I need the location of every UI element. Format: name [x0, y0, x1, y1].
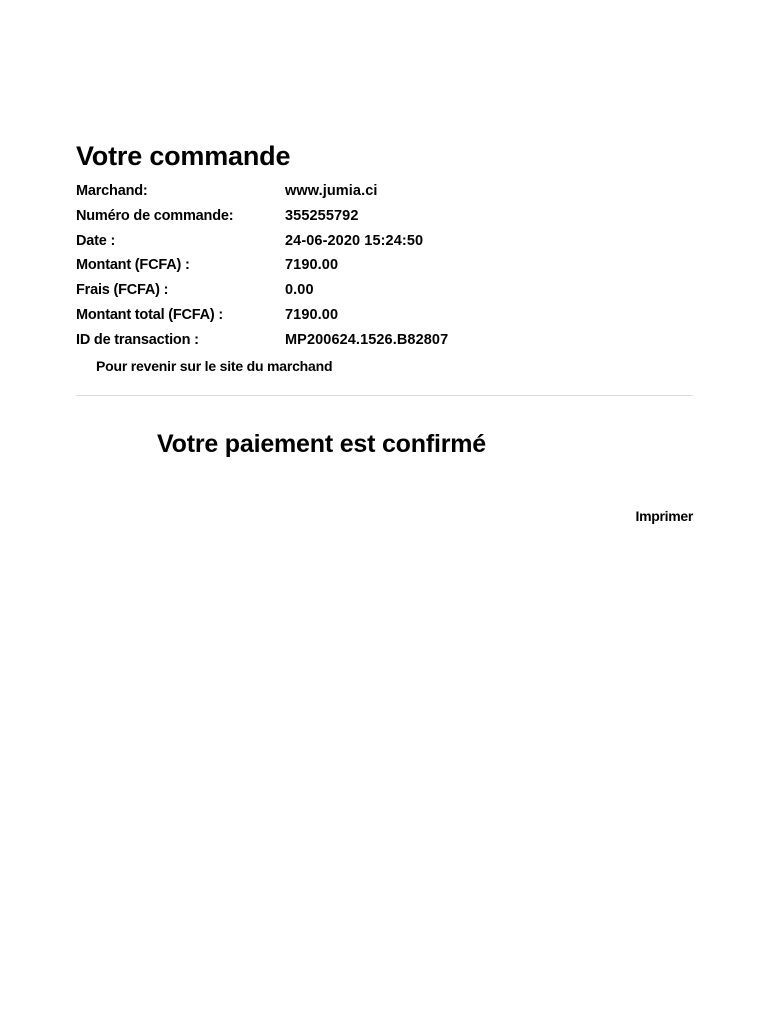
- payment-confirmed-title: Votre paiement est confirmé: [157, 430, 486, 458]
- print-button[interactable]: Imprimer: [635, 508, 693, 524]
- merchant-label: Marchand:: [76, 183, 148, 199]
- fees-value: 0.00: [285, 282, 314, 299]
- merchant-value: www.jumia.ci: [285, 183, 378, 199]
- detail-row-merchant: [76, 181, 696, 206]
- section-divider: [76, 395, 693, 396]
- detail-row-order-number: [76, 206, 696, 231]
- amount-label: Montant (FCFA) :: [76, 257, 190, 274]
- date-label: Date :: [76, 232, 116, 249]
- detail-row-amount: [76, 255, 696, 280]
- order-title: Votre commande: [76, 141, 291, 171]
- amount-value: 7190.00: [285, 257, 339, 274]
- date-value: 24-06-2020 15:24:50: [285, 232, 424, 249]
- return-to-merchant-link[interactable]: Pour revenir sur le site du marchand: [96, 358, 333, 374]
- total-label: Montant total (FCFA) :: [76, 306, 224, 323]
- total-value: 7190.00: [285, 306, 339, 323]
- order-number-value: 355255792: [285, 207, 359, 224]
- transaction-id-value: MP200624.1526.B82807: [285, 331, 449, 348]
- detail-row-fees: [76, 280, 696, 305]
- order-number-label: Numéro de commande:: [76, 207, 234, 224]
- detail-row-total: [76, 305, 696, 330]
- detail-row-date: [76, 231, 696, 256]
- fees-label: Frais (FCFA) :: [76, 282, 169, 299]
- order-details: [76, 181, 696, 355]
- transaction-id-label: ID de transaction :: [76, 331, 199, 348]
- detail-row-transaction-id: [76, 330, 696, 355]
